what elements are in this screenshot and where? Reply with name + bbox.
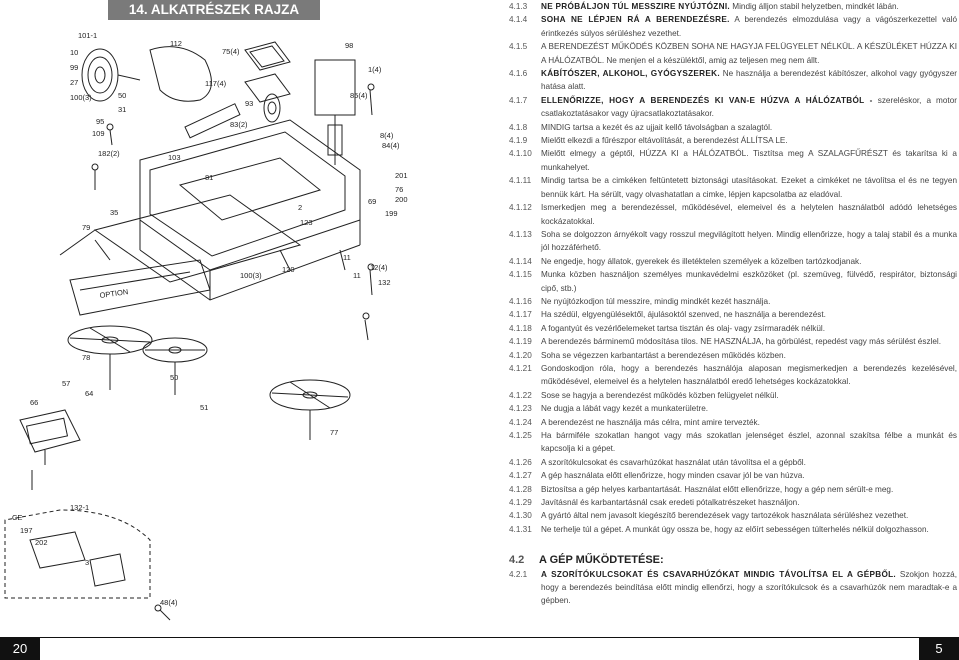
part-label: 84(4) (382, 141, 400, 150)
item-number: 4.1.23 (509, 404, 532, 414)
safety-items-list (509, 0, 957, 536)
item-body-text: A BERENDEZÉST MŰKÖDÉS KÖZBEN SOHA NE HAGYJA FELÜGYELET NÉLKÜL. A KÉSZÜLÉKET HÚZZA KI A HÁLÓZATBÓL. Ne menjen el a készüléktől, amig az teljesen meg nem állt. (541, 42, 957, 65)
item-body-text: Ne terhelje túl a gépet. A munkát úgy ossza be, hogy az előírt sebességen túlterhelés nélkül dolgozhasson. (541, 524, 929, 534)
item-number: 4.1.6 (509, 69, 528, 79)
item-body-text: Mindig tartsa be a cimkéken feltüntetett biztonsági utasításokat. Ezeket a cimkéket ne távolítsa el és ne tegyen bennük kárt. Ha sérült, vagy olvashatatlan a cimke, lépjen kapcsolatba az eladóval. (541, 176, 957, 199)
item-text (541, 40, 957, 67)
item-text (541, 134, 957, 147)
part-label: 3 (85, 558, 90, 567)
part-label: 2 (298, 203, 303, 212)
ce-box (5, 510, 150, 598)
item-number: 4.1.17 (509, 310, 532, 320)
item-bold-text: ELLENŐRIZZE, HOGY A BERENDEZÉS KI VAN-E HÚZVA A HÁLÓZATBÓL - (541, 95, 873, 105)
part-label: 132 (378, 278, 391, 287)
item-number: 4.1.31 (509, 524, 532, 534)
list-item (509, 201, 957, 228)
option-label: OPTION (99, 287, 129, 300)
item-text (541, 201, 957, 228)
list-item (509, 228, 957, 255)
item-text (541, 94, 957, 121)
footer-rule (0, 637, 959, 660)
item-body-text: A szorítókulcsokat és csavarhúzókat használat után távolítsa el a gépből. (541, 457, 806, 467)
list-item (509, 568, 957, 608)
list-item (509, 0, 957, 13)
v-belt (150, 47, 211, 102)
item-body-text: Ne használja a berendezést kábítószer, alkohol vagy gyógyszer hatása alatt. (541, 69, 957, 92)
part-label: 50 (118, 91, 127, 100)
item-text (541, 389, 957, 402)
item-number: 4.1.9 (509, 136, 528, 146)
part-label: 69 (368, 197, 377, 206)
list-item (509, 255, 957, 268)
item-body-text: A fogantyút és vezérlőelemeket tartsa tisztán és olaj- vagy zsírmaradék nélkül. (541, 323, 825, 333)
item-text (541, 308, 957, 321)
item-number: 4.1.20 (509, 350, 532, 360)
part-label: 11 (353, 271, 361, 280)
item-number: 4.1.24 (509, 417, 532, 427)
part-label: 78 (82, 353, 91, 362)
item-text (541, 147, 957, 174)
list-item (509, 322, 957, 335)
part-label: 27 (70, 78, 79, 87)
part-label: 79 (82, 223, 91, 232)
item-text (541, 349, 957, 362)
item-body-text: A gép használata előtt ellenőrizze, hogy minden csavar jól be van húzva. (541, 471, 805, 481)
part-label: 11 (343, 253, 351, 262)
item-text (541, 402, 957, 415)
item-number: 4.1.30 (509, 511, 532, 521)
list-item (509, 429, 957, 456)
item-text (541, 496, 957, 509)
list-item (509, 362, 957, 389)
page-title: 14. ALKATRÉSZEK RAJZA (108, 0, 320, 20)
item-body-text: MINDIG tartsa a kezét és az ujjait kellő távolságban a szalagtól. (541, 122, 773, 132)
item-body-text: Mielőtt elkezdi a fűrészpor eltávolítását, a berendezést ÁLLÍTSA LE. (541, 136, 788, 146)
part-label: 93 (245, 99, 254, 108)
list-item (509, 335, 957, 348)
list-item (509, 13, 957, 40)
item-text (541, 523, 957, 536)
part-label: 35 (110, 208, 119, 217)
item-number: 4.1.19 (509, 337, 532, 347)
operation-items-list (509, 568, 957, 608)
item-body-text: Biztosítsa a gép helyes karbantartását. Használat előtt ellenőrizze, hogy a gép nem sérült-e meg. (541, 484, 894, 494)
item-number: 4.1.11 (509, 176, 532, 186)
part-label: 48(4) (160, 598, 178, 607)
part-label: 81 (205, 173, 214, 182)
ce-label: CE (12, 513, 23, 522)
item-number: 4.1.5 (509, 42, 528, 52)
item-number: 4.1.27 (509, 471, 532, 481)
gaskets (245, 42, 290, 102)
part-label: 201 (395, 171, 408, 180)
item-body-text: Ha bármiféle szokatlan hangot vagy más szokatlan jelenséget észlel, azonnal szakítsa félbe a munkát és kapcsolja ki a gépet. (541, 431, 957, 454)
part-label: 95 (96, 117, 105, 126)
item-body-text: szereléskor, a motor csatlakoztatásakor vagy újracsatlakoztatásakor. (541, 95, 957, 119)
item-text (541, 362, 957, 389)
list-item (509, 94, 957, 121)
item-text (541, 568, 957, 608)
item-body-text: A berendezés bárminemű módosítása tilos. NE HASZNÁLJA, ha görbülést, repedést vagy más sérülést észlel. (541, 337, 942, 347)
list-item (509, 389, 957, 402)
item-number: 4.1.15 (509, 270, 532, 280)
part-label: 197 (20, 526, 33, 535)
parts-drawing (0, 20, 480, 638)
item-body-text: Soha se végezzen karbantartást a berendezésen működés közben. (541, 350, 786, 360)
item-number: 4.1.21 (509, 363, 532, 373)
item-body-text: Mindig álljon stabil helyzetben, mindkét lábán. (729, 2, 899, 11)
part-label: 199 (385, 209, 398, 218)
item-number: 4.2.1 (509, 569, 528, 579)
fasteners (32, 84, 377, 620)
item-number: 4.1.4 (509, 15, 528, 25)
part-label: 100(3) (70, 93, 92, 102)
part-label: 1(4) (368, 65, 382, 74)
part-label: 103 (168, 153, 181, 162)
item-number: 4.1.12 (509, 203, 532, 213)
item-body-text: A berendezést ne használja más célra, mint amire tervezték. (541, 417, 760, 427)
part-label: 8(4) (380, 131, 394, 140)
list-item (509, 402, 957, 415)
list-item (509, 496, 957, 509)
part-label: 200 (395, 195, 408, 204)
item-number: 4.1.18 (509, 323, 532, 333)
list-item (509, 295, 957, 308)
part-label: 120 (282, 265, 295, 274)
list-item (509, 134, 957, 147)
part-label: 12(4) (370, 263, 388, 272)
item-number: 4.1.7 (509, 95, 528, 105)
section-title: A GÉP MŰKÖDTETÉSE: (539, 554, 664, 567)
page-number-left: 20 (0, 638, 40, 660)
item-number: 4.1.16 (509, 296, 532, 306)
item-body-text: Gondoskodjon róla, hogy a berendezés használója alaposan megismerkedjen a berendezés kezelésével, működésével, elemeivel és a helytelen használatból eredő lehetséges kockázatokkal. (541, 363, 957, 387)
item-number: 4.1.22 (509, 390, 532, 400)
item-body-text: Szokjon hozzá, hogy a berendezés beindítása előtt mindig ellenőrzi, hogy a szorítókulcsok és a csavarhúzók nem maradtak-e a gépben. (541, 569, 957, 606)
item-text (541, 255, 957, 268)
list-item (509, 174, 957, 201)
list-item (509, 268, 957, 295)
item-body-text: Sose se hagyja a berendezést működés közben felügyelet nélkül. (541, 390, 779, 400)
list-item (509, 456, 957, 469)
item-body-text: Ismerkedjen meg a berendezéssel, működésével, elemeivel és a helytelen használatból adódó lehetséges kockázatokkal. (541, 203, 957, 226)
item-body-text: Soha se dolgozzon árnyékolt vagy rosszul megvilágított helyen. Mindig ellenőrizze, hogy a talaj stabil és a munka jól hozzáférhető. (541, 229, 957, 253)
item-bold-text: KÁBÍTÓSZER, ALKOHOL, GYÓGYSZEREK. (541, 69, 720, 79)
item-text (541, 121, 957, 134)
list-item (509, 147, 957, 174)
part-label: 31 (118, 105, 127, 114)
part-label: 50 (170, 373, 179, 382)
item-number: 4.1.29 (509, 498, 532, 508)
item-text (541, 416, 957, 429)
part-label: 202 (35, 538, 48, 547)
left-handwheel (68, 326, 152, 390)
part-label: 112 (170, 39, 182, 48)
item-text (541, 509, 957, 522)
part-label: 109 (92, 129, 105, 138)
item-body-text: Javításnál és karbantartásnál csak eredeti pótalkatrészeket használjon. (541, 498, 800, 508)
list-item (509, 523, 957, 536)
list-item (509, 469, 957, 482)
item-text (541, 228, 957, 255)
list-item (509, 416, 957, 429)
list-item (509, 40, 957, 67)
section-number: 4.2 (509, 554, 525, 567)
part-label: 85(4) (350, 91, 368, 100)
item-text (541, 295, 957, 308)
item-text (541, 456, 957, 469)
part-label: 132-1 (70, 503, 90, 512)
item-bold-text: NE PRÓBÁLJON TÚL MESSZIRE NYÚJTÓZNI. (541, 2, 730, 11)
part-label: 83(2) (230, 120, 248, 129)
item-number: 4.1.3 (509, 2, 528, 11)
part-label: 77 (330, 428, 339, 437)
item-number: 4.1.8 (509, 122, 528, 132)
part-label: 10 (70, 48, 79, 57)
item-body-text: A gyártó által nem javasolt kiegészítő berendezések vagy tartozékok használata sérüléshez vezethet. (541, 511, 909, 521)
item-text (541, 322, 957, 335)
item-body-text: Munka közben használjon személyes munkavédelmi eszközöket (pl. szemüveg, fülvédő, respirátor, biztonsági cipő, stb.) (541, 270, 957, 293)
list-item (509, 483, 957, 496)
item-body-text: Ne dugja a lábát vagy kezét a munkaterületre. (541, 404, 709, 414)
item-body-text: A berendezés elmozdulása vagy a vágószerkezettel való érintkezés súlyos sérüléshez vezethet. (541, 15, 957, 38)
part-label: 66 (30, 398, 39, 407)
item-number: 4.1.10 (509, 149, 532, 159)
part-label: 76 (395, 185, 404, 194)
item-text (541, 67, 957, 94)
part-label: 100(3) (240, 271, 262, 280)
item-text (541, 0, 957, 13)
section-heading (509, 554, 957, 567)
list-item (509, 121, 957, 134)
list-item (509, 349, 957, 362)
item-text (541, 469, 957, 482)
part-label: 99 (70, 63, 79, 72)
part-label: 98 (345, 41, 354, 50)
part-labels (12, 31, 408, 607)
item-bold-text: SOHA NE LÉPJEN RÁ A BERENDEZÉSRE. (541, 15, 730, 25)
item-body-text: Mielőtt elmegy a géptől, HÚZZA KI a HÁLÓZATBÓL. Tisztítsa meg A SZALAGFŰRÉSZT és takarítsa ki a munkahelyet. (541, 149, 957, 172)
item-number: 4.1.25 (509, 431, 532, 440)
item-bold-text: A SZORÍTÓKULCSOKAT ÉS CSAVARHÚZÓKAT MINDIG TÁVOLÍTSA EL A GÉPBŐL. (541, 569, 897, 579)
item-number: 4.1.14 (509, 256, 532, 266)
part-label: 57 (62, 379, 71, 388)
list-item (509, 67, 957, 94)
option-cover (70, 260, 210, 315)
switch-box (20, 410, 80, 452)
item-number: 4.1.26 (509, 457, 532, 467)
item-text (541, 483, 957, 496)
part-label: 64 (85, 389, 94, 398)
list-item (509, 308, 957, 321)
item-text (541, 268, 957, 295)
right-column (315, 60, 355, 165)
right-page-text (509, 0, 957, 608)
item-number: 4.1.28 (509, 484, 532, 494)
item-text (541, 174, 957, 201)
part-label: 117(4) (205, 79, 227, 88)
part-label: 123 (300, 218, 313, 227)
page-number-right: 5 (919, 638, 959, 660)
item-body-text: Ne engedje, hogy állatok, gyerekek és illetéktelen személyek a közelben tartózkodjanak. (541, 256, 862, 266)
item-text (541, 335, 957, 348)
item-text (541, 13, 957, 40)
part-label: 182(2) (98, 149, 120, 158)
exploded-parts-diagram (0, 20, 480, 638)
item-number: 4.1.13 (509, 229, 532, 239)
list-item (509, 509, 957, 522)
part-label: 101-1 (78, 31, 98, 40)
item-body-text: Ha szédül, elgyengülésektől, ájulásoktól szenved, ne használja a berendezést. (541, 310, 826, 320)
part-label: 51 (200, 403, 209, 412)
item-text (541, 429, 957, 456)
item-body-text: Ne nyújtózkodjon túl messzire, mindig mindkét kezét használja. (541, 296, 771, 306)
center-handwheel (143, 338, 207, 395)
part-label: 75(4) (222, 47, 240, 56)
